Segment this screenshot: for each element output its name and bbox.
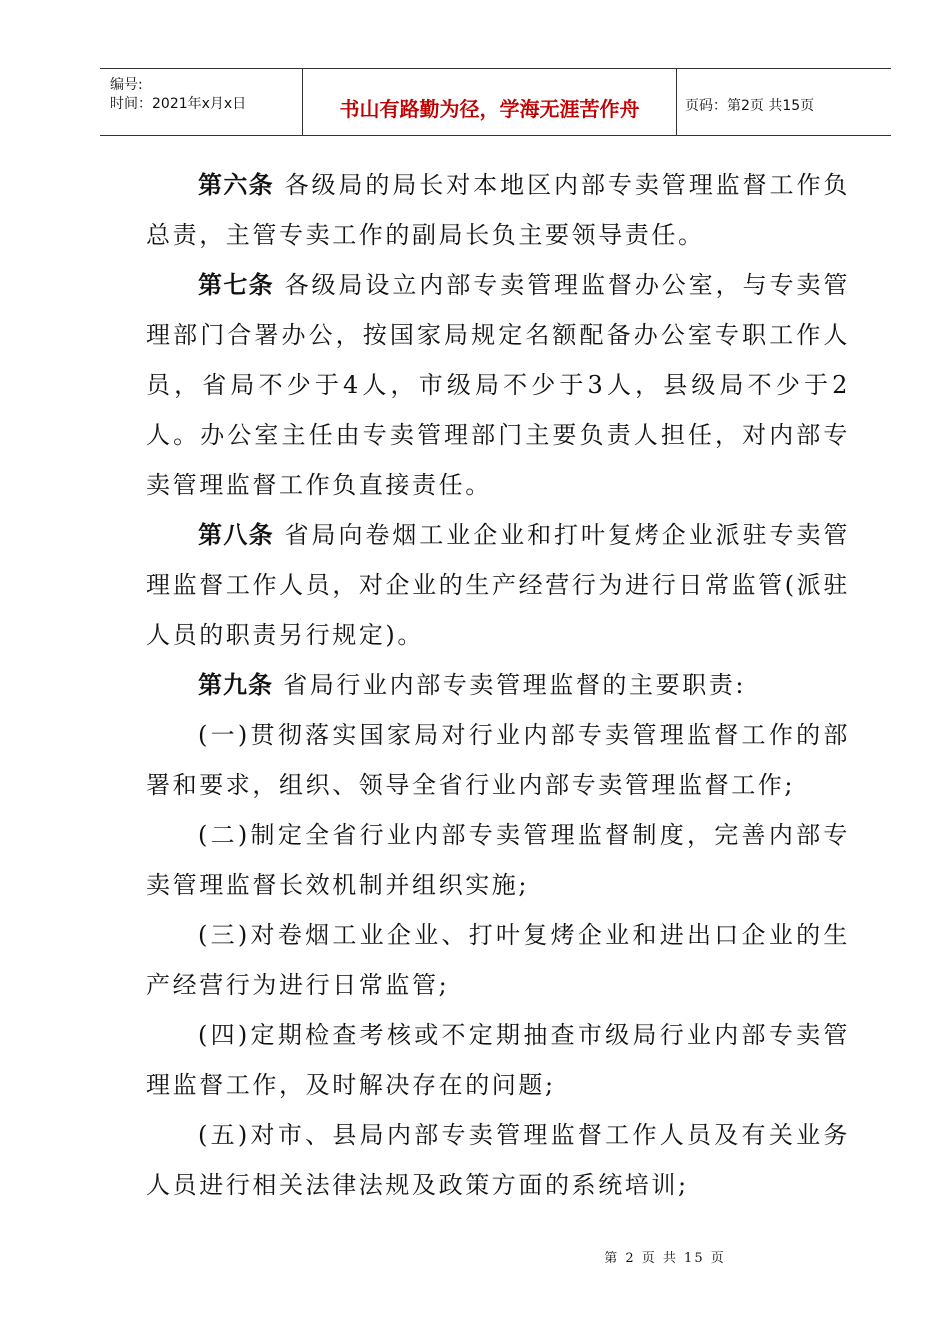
- paragraph-article-8: [146, 510, 850, 660]
- list-item-5: [146, 1110, 850, 1210]
- document-code-label: 编号:: [110, 77, 143, 93]
- header-page-label: 页码：第2页 共15页: [685, 98, 815, 114]
- paragraph-text: (一)贯彻落实国家局对行业内部专卖管理监督工作的部署和要求，组织、领导全省行业内部专卖管理监督工作;: [146, 721, 850, 799]
- list-item-1: [146, 710, 850, 810]
- article-heading: 第九条: [198, 671, 273, 699]
- paragraph-article-7: [146, 260, 850, 510]
- paragraph-text: (四)定期检查考核或不定期抽查市级局行业内部专卖管理监督工作，及时解决存在的问题;: [146, 1021, 850, 1099]
- header-info-cell: [100, 69, 303, 135]
- paragraph-text: 省局行业内部专卖管理监督的主要职责:: [283, 671, 747, 699]
- paragraph-text: (二)制定全省行业内部专卖管理监督制度，完善内部专卖管理监督长效机制并组织实施;: [146, 821, 850, 899]
- article-heading: 第八条: [198, 521, 275, 549]
- list-item-3: [146, 910, 850, 1010]
- page-header: [100, 68, 891, 136]
- page-footer: [0, 1247, 950, 1266]
- paragraph-article-9: [146, 660, 850, 710]
- header-motto-cell: [303, 69, 677, 135]
- header-motto: 书山有路勤为径，学海无涯苦作舟: [339, 97, 640, 121]
- paragraph-text: (三)对卷烟工业企业、打叶复烤企业和进出口企业的生产经营行为进行日常监管;: [146, 921, 850, 999]
- article-heading: 第六条: [198, 171, 275, 199]
- footer-page-number: 第 2 页 共 15 页: [604, 1251, 726, 1266]
- paragraph-text: 省局向卷烟工业企业和打叶复烤企业派驻专卖管理监督工作人员，对企业的生产经营行为进行日常监管(派驻人员的职责另行规定)。: [146, 521, 851, 649]
- paragraph-text: 各级局的局长对本地区内部专卖管理监督工作负总责，主管专卖工作的副局长负主要领导责任。: [146, 171, 851, 249]
- list-item-4: [146, 1010, 850, 1110]
- document-time-label: 时间：2021年x月x日: [110, 96, 247, 112]
- article-heading: 第七条: [198, 271, 275, 299]
- paragraph-text: (五)对市、县局内部专卖管理监督工作人员及有关业务人员进行相关法律法规及政策方面的系统培训;: [146, 1121, 850, 1199]
- document-body: [146, 160, 850, 1210]
- header-page-cell: [677, 69, 891, 135]
- list-item-2: [146, 810, 850, 910]
- paragraph-text: 各级局设立内部专卖管理监督办公室，与专卖管理部门合署办公，按国家局规定名额配备办公室专职工作人员，省局不少于4人，市级局不少于3人，县级局不少于2人。办公室主任由专卖管理部门主要负责人担任，对内部专卖管理监督工作负直接责任。: [146, 271, 851, 499]
- paragraph-article-6: [146, 160, 850, 260]
